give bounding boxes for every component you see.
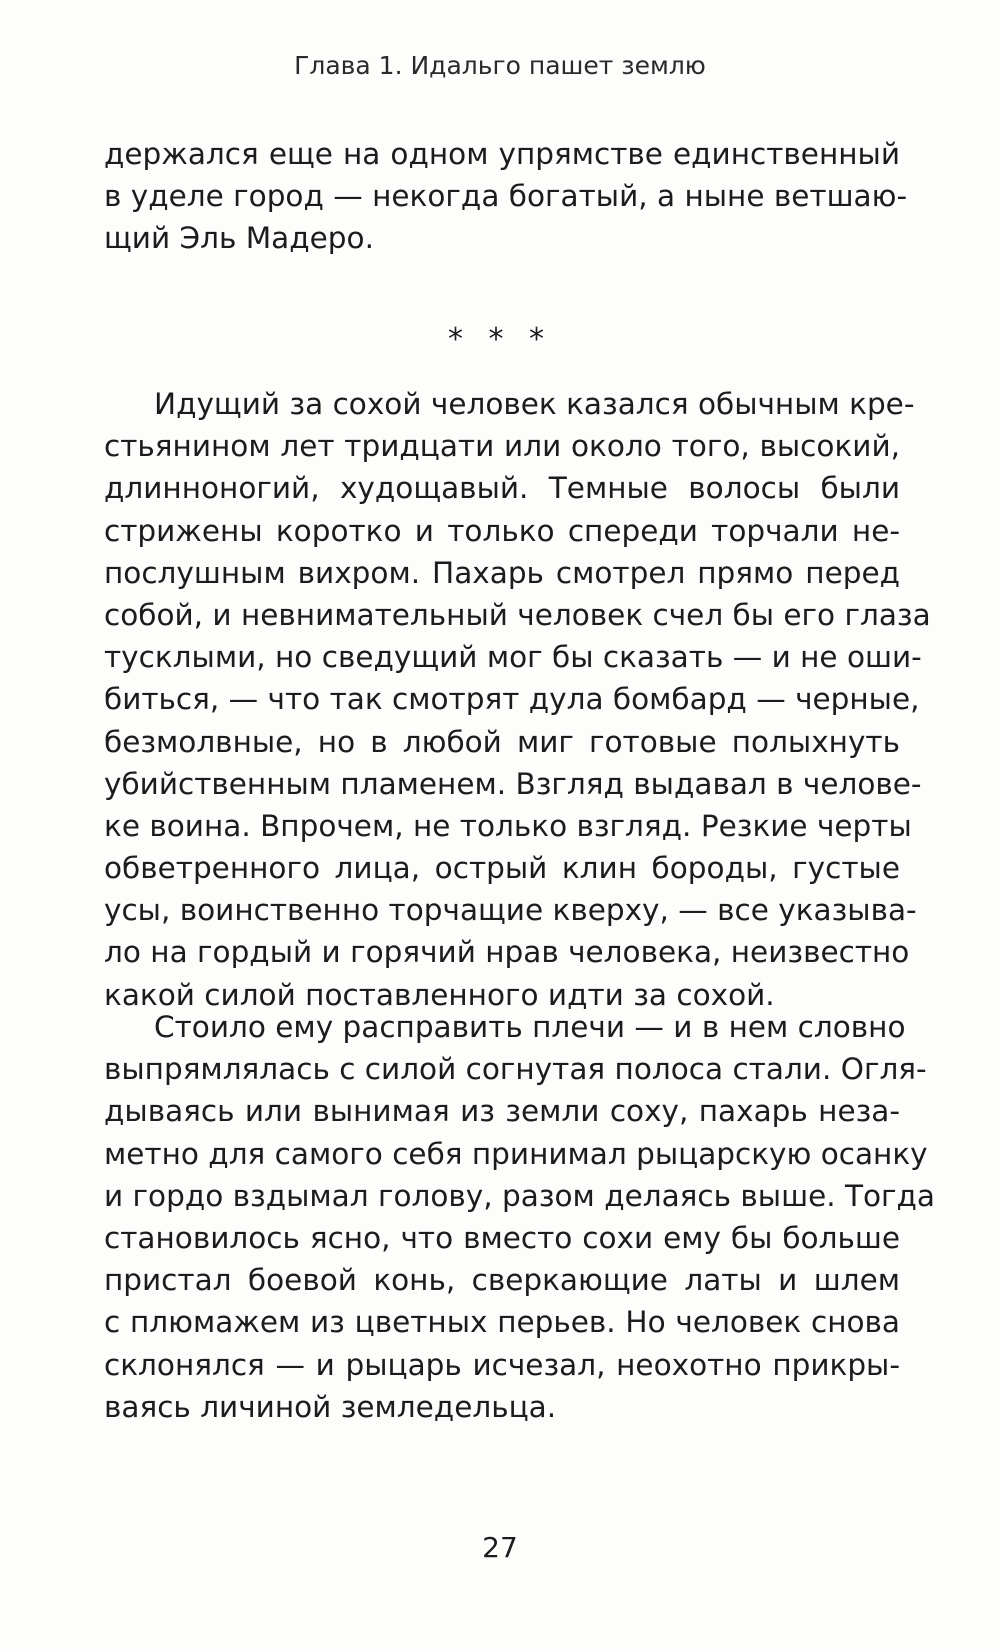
text-line: и гордо вздымал голову, разом делаясь выше. Тогда xyxy=(104,1178,936,1213)
text-line: ваясь личиной земледельца. xyxy=(104,1389,557,1424)
text-line: послушным вихром. Пахарь смотрел прямо перед xyxy=(104,555,900,590)
text-line: пристал боевой конь, сверкающие латы и шлем xyxy=(104,1263,900,1298)
text-line: держался еще на одном упрямстве единственный xyxy=(104,137,900,171)
text-line: Стоило ему расправить плечи — и в нем словно xyxy=(154,1010,906,1044)
text-line: ло на гордый и горячий нрав человека, неизвестно xyxy=(104,935,910,970)
paragraph-1 xyxy=(104,383,931,1016)
text-line: длинноногий, худощавый. Темные волосы были xyxy=(104,471,900,506)
section-separator: * * * xyxy=(447,322,553,357)
text-line: стрижены коротко и только спереди торчали не- xyxy=(104,513,900,548)
text-line: собой, и невнимательный человек счел бы его глаза xyxy=(104,597,931,632)
text-line: убийственным пламенем. Взгляд выдавал в челове- xyxy=(104,766,922,801)
text-line: обветренного лица, острый клин бороды, густые xyxy=(104,851,900,886)
text-line: Идущий за сохой человек казался обычным кре- xyxy=(154,387,915,421)
text-line: выпрямлялась с силой согнутая полоса стали. Огля- xyxy=(104,1052,927,1087)
text-line: склонялся — и рыцарь исчезал, неохотно прикры- xyxy=(104,1347,900,1382)
text-line: дываясь или вынимая из земли соху, пахарь неза- xyxy=(104,1094,900,1129)
text-line: тусклыми, но сведущий мог бы сказать — и не оши- xyxy=(104,640,922,675)
text-line: усы, воинственно торчащие кверху, — все указыва- xyxy=(104,893,917,928)
text-line: метно для самого себя принимал рыцарскую осанку xyxy=(104,1136,928,1171)
text-line: становилось ясно, что вместо сохи ему бы больше xyxy=(104,1220,900,1255)
text-line: ке воина. Впрочем, не только взгляд. Резкие черты xyxy=(104,808,912,843)
paragraph-continued xyxy=(104,133,908,260)
page-number: 27 xyxy=(482,1531,518,1564)
text-line: стьянином лет тридцати или около того, высокий, xyxy=(104,429,900,464)
text-line: щий Эль Мадеро. xyxy=(104,221,374,256)
text-line: с плюмажем из цветных перьев. Но человек снова xyxy=(104,1305,900,1340)
paragraph-2 xyxy=(104,1006,936,1428)
text-line: в уделе город — некогда богатый, а ныне ветшаю- xyxy=(104,179,908,214)
text-line: какой силой поставленного идти за сохой. xyxy=(104,977,775,1012)
text-line: биться, — что так смотрят дула бомбард — черные, xyxy=(104,682,920,717)
running-head: Глава 1. Идальго пашет землю xyxy=(294,51,706,80)
text-line: безмолвные, но в любой миг готовые полыхнуть xyxy=(104,724,900,759)
